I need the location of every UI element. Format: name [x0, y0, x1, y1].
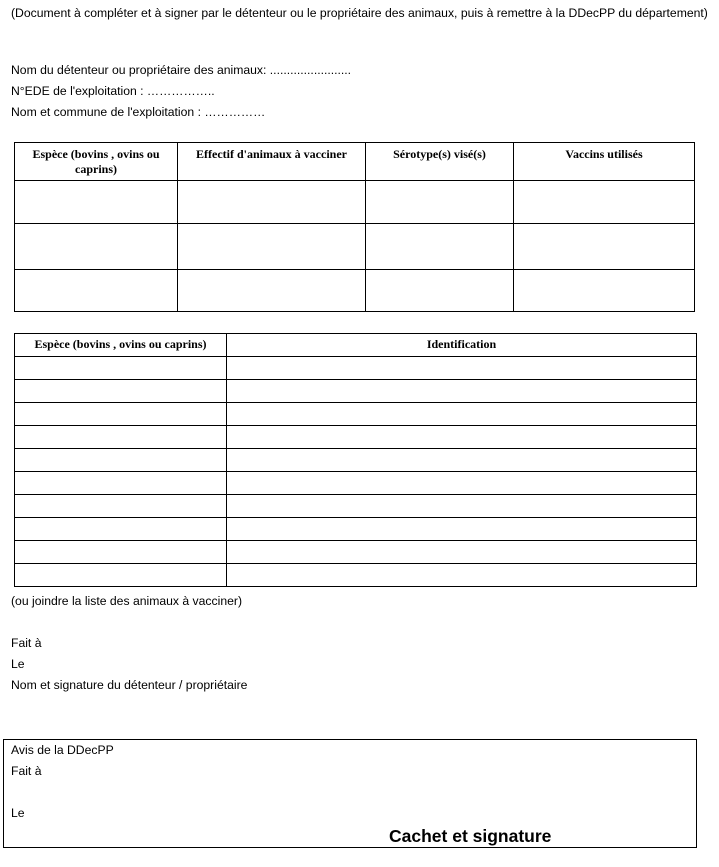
ddpp-opinion-label: Avis de la DDecPP	[11, 743, 114, 757]
table-row	[15, 380, 697, 403]
table-cell[interactable]	[15, 380, 227, 403]
table-cell[interactable]	[15, 541, 227, 564]
table-cell[interactable]	[227, 518, 697, 541]
stamp-signature-label: Cachet et signature	[389, 826, 552, 846]
table-cell[interactable]	[178, 181, 366, 224]
ddpp-opinion-box	[3, 739, 697, 848]
table-cell[interactable]	[227, 380, 697, 403]
table-cell[interactable]	[15, 426, 227, 449]
table-cell[interactable]	[227, 426, 697, 449]
ddpp-place: Fait à	[11, 764, 42, 778]
table-row	[15, 224, 695, 270]
vaccination-table	[14, 142, 695, 312]
header-headcount: Effectif d'animaux à vacciner	[178, 143, 366, 181]
table-cell[interactable]	[15, 357, 227, 380]
signature-date: Le	[11, 657, 25, 671]
table-cell[interactable]	[366, 181, 514, 224]
table-cell[interactable]	[227, 564, 697, 587]
table-cell[interactable]	[227, 357, 697, 380]
header-species: Espèce (bovins , ovins ou caprins)	[15, 334, 227, 357]
table-row	[15, 518, 697, 541]
table-cell[interactable]	[227, 541, 697, 564]
header-serotype: Sérotype(s) visé(s)	[366, 143, 514, 181]
table-cell[interactable]	[15, 270, 178, 312]
table-cell[interactable]	[366, 270, 514, 312]
table-row	[15, 541, 697, 564]
table-cell[interactable]	[15, 518, 227, 541]
table-row	[15, 357, 697, 380]
table-row	[15, 449, 697, 472]
table-row	[15, 270, 695, 312]
table-cell[interactable]	[514, 181, 695, 224]
table-cell[interactable]	[15, 449, 227, 472]
field-farm-name: Nom et commune de l'exploitation : ……………	[11, 105, 266, 119]
table-row	[15, 472, 697, 495]
table-cell[interactable]	[227, 449, 697, 472]
table-row	[15, 495, 697, 518]
signature-place: Fait à	[11, 636, 42, 650]
header-species: Espèce (bovins , ovins ou caprins)	[15, 143, 178, 181]
table-cell[interactable]	[15, 224, 178, 270]
identification-table	[14, 333, 697, 587]
table-cell[interactable]	[514, 270, 695, 312]
header-identification: Identification	[227, 334, 697, 357]
table-row	[15, 426, 697, 449]
table-cell[interactable]	[227, 495, 697, 518]
table-cell[interactable]	[366, 224, 514, 270]
table-cell[interactable]	[15, 564, 227, 587]
attach-list-note: (ou joindre la liste des animaux à vacciner)	[11, 594, 242, 608]
table-cell[interactable]	[15, 181, 178, 224]
table-row	[15, 181, 695, 224]
table-cell[interactable]	[15, 472, 227, 495]
ddpp-date: Le	[11, 806, 25, 820]
field-ede-number: N°EDE de l'exploitation : ……………..	[11, 84, 215, 98]
table-cell[interactable]	[227, 472, 697, 495]
table-row	[15, 403, 697, 426]
table-cell[interactable]	[15, 495, 227, 518]
table-cell[interactable]	[514, 224, 695, 270]
signature-holder: Nom et signature du détenteur / propriétaire	[11, 678, 248, 692]
header-vaccines: Vaccins utilisés	[514, 143, 695, 181]
field-holder-name: Nom du détenteur ou propriétaire des animaux: ........................	[11, 63, 352, 77]
table-cell[interactable]	[178, 224, 366, 270]
table-row	[15, 564, 697, 587]
table-cell[interactable]	[15, 403, 227, 426]
table-cell[interactable]	[227, 403, 697, 426]
table-cell[interactable]	[178, 270, 366, 312]
intro-text: (Document à compléter et à signer par le détenteur ou le propriétaire des animaux, puis à remettre à la DDecPP du département)	[11, 6, 708, 20]
